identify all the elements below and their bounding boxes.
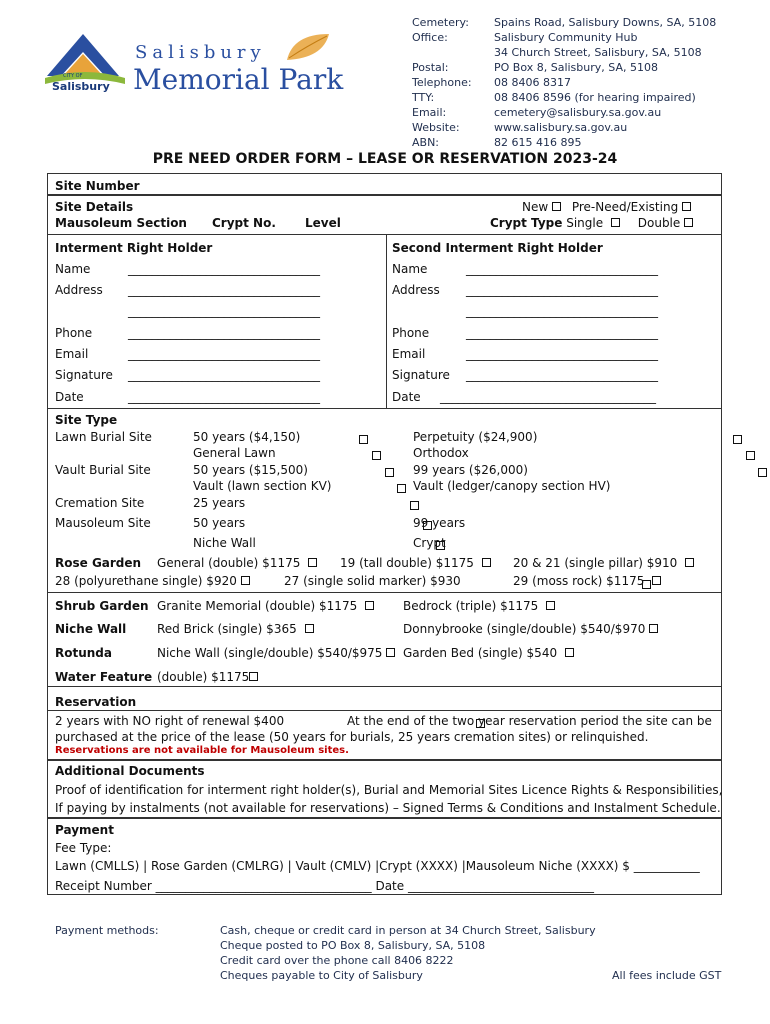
rose-general-checkbox[interactable] xyxy=(308,558,317,567)
gst-note: All fees include GST xyxy=(612,969,722,982)
payment-methods-label: Payment methods: xyxy=(55,924,159,937)
fee-type-label: Fee Type: xyxy=(55,841,112,855)
label-abn: ABN: xyxy=(412,136,440,149)
double-label: Double xyxy=(637,216,681,230)
vault-99-checkbox[interactable] xyxy=(758,468,767,477)
shrub-bedrock-checkbox[interactable] xyxy=(546,601,555,610)
label-cemetery: Cemetery: xyxy=(412,16,469,29)
second-phone-field[interactable]: ________________________________ xyxy=(466,326,658,340)
form-title: PRE NEED ORDER FORM – LEASE OR RESERVATION 2023-24 xyxy=(152,151,618,167)
second-phone-label: Phone xyxy=(392,326,430,340)
shrub-granite-checkbox[interactable] xyxy=(365,601,374,610)
new-label: New xyxy=(522,200,549,214)
holder-date-field[interactable]: ________________________________ xyxy=(128,390,320,404)
rose-poly: 28 (polyurethane single) $920 xyxy=(55,574,237,588)
option-lawn-50: 50 years ($4,150) xyxy=(193,430,301,444)
divider-rose xyxy=(47,592,722,593)
logo-mark-icon xyxy=(45,28,125,88)
site-number-box xyxy=(47,173,722,195)
crypt-type-label: Crypt Type xyxy=(490,216,563,230)
contact-labels xyxy=(412,15,472,150)
second-name-field[interactable]: ________________________________ xyxy=(466,262,658,276)
niche-brick: Red Brick (single) $365 xyxy=(157,622,297,636)
shrub-garden-label: Shrub Garden xyxy=(55,599,149,613)
orthodox-checkbox[interactable] xyxy=(746,451,755,460)
vault-kv-checkbox[interactable] xyxy=(397,484,406,493)
logo-brand-bottom: Memorial Park xyxy=(133,63,344,96)
rotunda-niche-wall: Niche Wall (single/double) $540/$975 xyxy=(157,646,383,660)
divider-holders xyxy=(47,234,722,235)
shrub-granite: Granite Memorial (double) $1175 xyxy=(157,599,358,613)
option-perpetuity: Perpetuity ($24,900) xyxy=(413,430,538,444)
rotunda-label: Rotunda xyxy=(55,646,112,660)
label-tty: TTY: xyxy=(412,91,435,104)
rose-moss-checkbox[interactable] xyxy=(652,576,661,585)
site-type-heading: Site Type xyxy=(55,413,118,427)
rotunda-garden-bed: Garden Bed (single) $540 xyxy=(403,646,558,660)
second-address-label: Address xyxy=(392,283,440,297)
cremation-label: Cremation Site xyxy=(55,496,145,510)
documents-heading: Additional Documents xyxy=(55,764,205,778)
rose-moss: 29 (moss rock) $1175 xyxy=(513,574,645,588)
single-label: Single xyxy=(566,216,604,230)
niche-brick-checkbox[interactable] xyxy=(305,624,314,633)
label-email: Email: xyxy=(412,106,447,119)
divider-site-type xyxy=(47,408,722,409)
water-feature-label: Water Feature xyxy=(55,670,153,684)
holder-signature-label: Signature xyxy=(55,368,113,382)
option-vault-kv: Vault (lawn section KV) xyxy=(193,479,332,493)
second-signature-field[interactable]: ________________________________ xyxy=(466,368,658,382)
holder-address-field[interactable]: ________________________________ xyxy=(128,283,320,297)
site-number-label: Site Number xyxy=(55,179,140,193)
label-website: Website: xyxy=(412,121,460,134)
cemetery-address: Spains Road, Salisbury Downs, SA, 5108 xyxy=(494,16,717,29)
rose-poly-checkbox[interactable] xyxy=(241,576,250,585)
lawn-burial-label: Lawn Burial Site xyxy=(55,430,152,444)
reservation-note: Reservations are not available for Mausoleum sites. xyxy=(55,745,349,756)
payment-method-3: Credit card over the phone call 8406 8222 xyxy=(220,954,454,967)
mausoleum-section-label: Mausoleum Section xyxy=(55,216,187,230)
holder-signature-field[interactable]: ________________________________ xyxy=(128,368,320,382)
rotunda-niche-wall-checkbox[interactable] xyxy=(386,648,395,657)
logo xyxy=(45,28,345,103)
payment-method-4: Cheques payable to City of Salisbury xyxy=(220,969,423,982)
option-cremation-25: 25 years xyxy=(193,496,246,510)
cremation-25-checkbox[interactable] xyxy=(410,501,419,510)
new-checkbox[interactable] xyxy=(552,202,561,211)
fee-codes-field[interactable]: Lawn (CMLLS) | Rose Garden (CMLRG) | Vault (CMLV) |Crypt (XXXX) |Mausoleum Niche (XXXX) $ ___________ xyxy=(55,859,700,873)
second-address-field-2[interactable]: ________________________________ xyxy=(466,304,658,318)
logo-city-of: CITY OF xyxy=(63,73,83,79)
office-name: Salisbury Community Hub xyxy=(494,31,638,44)
single-checkbox[interactable] xyxy=(611,218,620,227)
double-checkbox[interactable] xyxy=(684,218,693,227)
option-mausoleum-99: 99 years xyxy=(413,516,466,530)
website-link[interactable]: www.salisbury.sa.gov.au xyxy=(494,121,628,134)
level-label: Level xyxy=(305,216,341,230)
second-holder-heading: Second Interment Right Holder xyxy=(392,241,603,255)
holder-date-label: Date xyxy=(55,390,84,404)
pre-need-checkbox[interactable] xyxy=(682,202,691,211)
second-name-label: Name xyxy=(392,262,428,276)
general-lawn-checkbox[interactable] xyxy=(372,451,381,460)
option-niche-wall: Niche Wall xyxy=(193,536,256,550)
second-signature-label: Signature xyxy=(392,368,450,382)
option-orthodox: Orthodox xyxy=(413,446,469,460)
mausoleum-label: Mausoleum Site xyxy=(55,516,151,530)
water-double-checkbox[interactable] xyxy=(249,672,258,681)
second-address-field[interactable]: ________________________________ xyxy=(466,283,658,297)
niche-wall-label: Niche Wall xyxy=(55,622,127,636)
option-mausoleum-50: 50 years xyxy=(193,516,246,530)
rose-solid: 27 (single solid marker) $930 xyxy=(284,574,461,588)
second-date-label: Date xyxy=(392,390,421,404)
holder-phone-field[interactable]: ________________________________ xyxy=(128,326,320,340)
option-vault-ledger: Vault (ledger/canopy section HV) xyxy=(413,479,611,493)
niche-donnybrooke: Donnybrooke (single/double) $540/$970 xyxy=(403,622,646,636)
receipt-date-field[interactable]: Receipt Number ____________________________________ Date _______________________________ xyxy=(55,879,594,893)
rotunda-garden-bed-checkbox[interactable] xyxy=(565,648,574,657)
reservation-line-1b: At the end of the two year reservation period the site can be xyxy=(347,714,712,728)
holder-email-field[interactable]: ________________________________ xyxy=(128,347,320,361)
leaf-icon xyxy=(283,30,333,64)
crypt-no-label: Crypt No. xyxy=(212,216,276,230)
option-vault-99: 99 years ($26,000) xyxy=(413,463,528,477)
tty-value: 08 8406 8596 (for hearing impaired) xyxy=(494,91,696,104)
pre-need-label: Pre-Need/Existing xyxy=(571,200,679,214)
divider-reservation xyxy=(47,686,722,687)
documents-line-2: If paying by instalments (not available for reservations) – Signed Terms & Conditions and Instalment Schedule. xyxy=(55,801,721,815)
site-details-label: Site Details xyxy=(55,200,134,214)
logo-city: Salisbury xyxy=(52,80,110,93)
label-telephone: Telephone: xyxy=(412,76,472,89)
logo-brand-top: Salisbury xyxy=(135,42,266,63)
holder-phone-label: Phone xyxy=(55,326,93,340)
payment-method-1: Cash, cheque or credit card in person at 34 Church Street, Salisbury xyxy=(220,924,596,937)
lawn-50-checkbox[interactable] xyxy=(359,435,368,444)
payment-heading: Payment xyxy=(55,823,114,837)
rose-garden-label: Rose Garden xyxy=(55,556,142,570)
holder-name-label: Name xyxy=(55,262,91,276)
label-office: Office: xyxy=(412,31,448,44)
rose-tall: 19 (tall double) $1175 xyxy=(340,556,474,570)
second-date-field[interactable]: ____________________________________ xyxy=(440,390,656,404)
option-general-lawn: General Lawn xyxy=(193,446,276,460)
shrub-bedrock: Bedrock (triple) $1175 xyxy=(403,599,539,613)
option-crypt: Crypt xyxy=(413,536,446,550)
divider-holders-vertical xyxy=(386,234,387,408)
payment-method-2: Cheque posted to PO Box 8, Salisbury, SA, 5108 xyxy=(220,939,486,952)
office-address: 34 Church Street, Salisbury, SA, 5108 xyxy=(494,46,702,59)
option-vault-50: 50 years ($15,500) xyxy=(193,463,308,477)
holder-address-field-2[interactable]: ________________________________ xyxy=(128,304,320,318)
second-email-label: Email xyxy=(392,347,426,361)
holder-email-label: Email xyxy=(55,347,89,361)
contact-values xyxy=(494,15,716,150)
telephone-value: 08 8406 8317 xyxy=(494,76,571,89)
vault-50-checkbox[interactable] xyxy=(385,468,394,477)
water-double: (double) $1175 xyxy=(157,670,250,684)
postal-address: PO Box 8, Salisbury, SA, 5108 xyxy=(494,61,658,74)
label-postal: Postal: xyxy=(412,61,449,74)
holder-heading: Interment Right Holder xyxy=(55,241,213,255)
email-link[interactable]: cemetery@salisbury.sa.gov.au xyxy=(494,106,662,119)
reservation-line-2: purchased at the price of the lease (50 years for burials, 25 years cremation sites) or relinquished. xyxy=(55,730,649,744)
holder-name-field[interactable]: ________________________________ xyxy=(128,262,320,276)
documents-line-1: Proof of identification for interment right holder(s), Burial and Memorial Sites Licence Rights & Responsibilities, xyxy=(55,783,723,797)
second-email-field[interactable]: ________________________________ xyxy=(466,347,658,361)
abn-value: 82 615 416 895 xyxy=(494,136,582,149)
rose-pillar: 20 & 21 (single pillar) $910 xyxy=(513,556,678,570)
niche-donnybrooke-checkbox[interactable] xyxy=(649,624,658,633)
holder-address-label: Address xyxy=(55,283,103,297)
reservation-line-1: 2 years with NO right of renewal $400 xyxy=(55,714,285,728)
reservation-heading: Reservation xyxy=(55,695,137,709)
rose-tall-checkbox[interactable] xyxy=(482,558,491,567)
vault-burial-label: Vault Burial Site xyxy=(55,463,151,477)
rose-general: General (double) $1175 xyxy=(157,556,301,570)
rose-pillar-checkbox[interactable] xyxy=(685,558,694,567)
perpetuity-checkbox[interactable] xyxy=(733,435,742,444)
